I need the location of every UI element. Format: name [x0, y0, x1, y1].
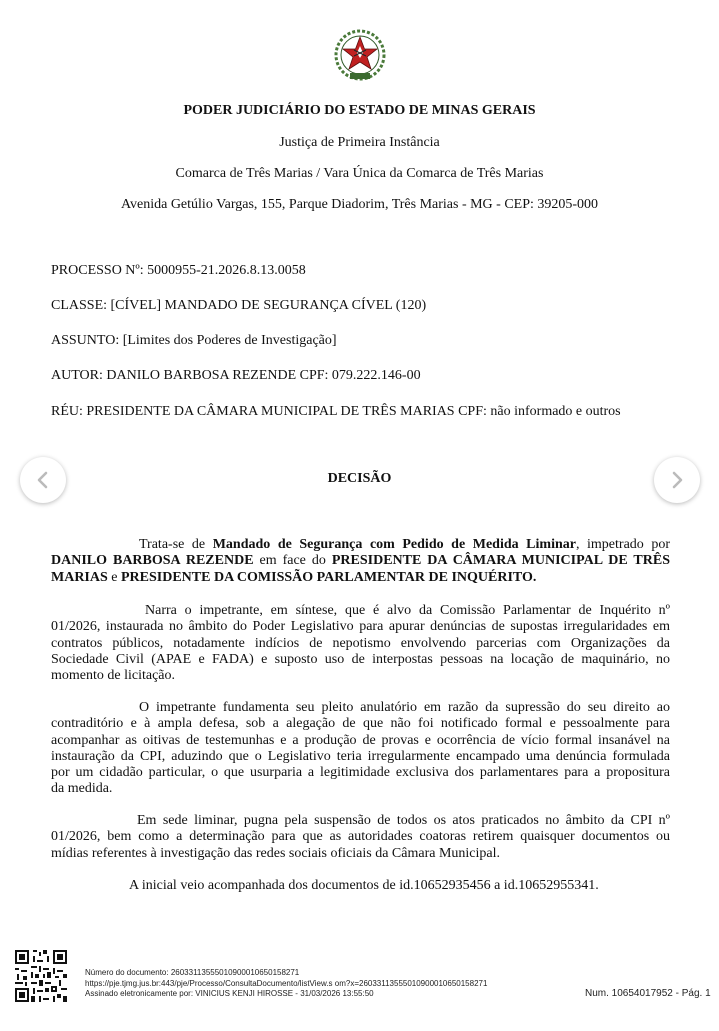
classe-field: CLASSE: [CÍVEL] MANDADO DE SEGURANÇA CÍVEL (120) [51, 298, 427, 313]
paragraph-4 [51, 813, 670, 862]
paragraph-line: contratos públicos, notadamente indícios de nepotismo envolvendo parcerias com Organizações da [51, 635, 670, 651]
page-number: Num. 10654017952 - Pág. 1 [585, 988, 711, 999]
paragraph-line: Narra o impetrante, em síntese, que é alvo da Comissão Parlamentar de Inquérito nº [145, 603, 670, 618]
brasao-minas-gerais-icon [332, 28, 388, 84]
paragraph-2 [51, 603, 670, 684]
chevron-right-icon [667, 470, 687, 490]
paragraph-line: MARIAS e PRESIDENTE DA COMISSÃO PARLAMENTAR DE INQUÉRITO. [51, 569, 537, 585]
court-name: PODER JUDICIÁRIO DO ESTADO DE MINAS GERAIS [183, 103, 536, 118]
paragraph-line: Sociedade Civil (APAE e FADA) e suposto uso de interpostas pessoas na locação de maquinário, no [51, 651, 670, 667]
decision-title: DECISÃO [327, 471, 392, 486]
reu-field: RÉU: PRESIDENTE DA CÂMARA MUNICIPAL DE TRÊS MARIAS CPF: não informado e outros [51, 404, 621, 419]
court-comarca: Comarca de Três Marias / Vara Única da Comarca de Três Marias [175, 166, 544, 181]
paragraph-line: Trata-se de Mandado de Segurança com Pedido de Medida Liminar, impetrado por [139, 537, 671, 552]
document-url[interactable]: https://pje.tjmg.jus.br:443/pje/Processo/ConsultaDocumento/listView.s om?x=26033113555010900010650158271 [85, 978, 488, 988]
paragraph-line: momento de licitação. [51, 668, 176, 684]
paragraph-1 [51, 537, 670, 586]
paragraph-3 [51, 700, 670, 798]
next-page-button[interactable] [654, 457, 700, 503]
paragraph-5 [51, 878, 670, 894]
qr-code-icon [13, 948, 69, 1004]
paragraph-line: Em sede liminar, pugna pela suspensão de todos os atos praticados no âmbito da CPI nº [137, 813, 670, 828]
paragraph-line: contraditório e à ampla defesa, sob a alegação de que não foi notificado formal e pessoalmente para [51, 716, 670, 732]
document-metadata [85, 968, 487, 1000]
autor-field: AUTOR: DANILO BARBOSA REZENDE CPF: 079.222.146-00 [51, 368, 421, 383]
court-instance: Justiça de Primeira Instância [279, 135, 440, 150]
paragraph-line: da medida. [51, 781, 113, 797]
paragraph-line: 01/2026, instaurada no âmbito do Poder Legislativo para apurar denúncias de supostas irregularidades em [51, 619, 670, 635]
paragraph-line: instauração da CPI, aduzindo que o Legislativo teria irregularmente encampado uma denúncia formulada [51, 748, 670, 764]
assunto-field: ASSUNTO: [Limites dos Poderes de Investigação] [51, 333, 337, 348]
previous-page-button[interactable] [20, 457, 66, 503]
electronic-signature: Assinado eletronicamente por: VINICIUS KENJI HIROSSE - 31/03/2026 13:55:50 [85, 989, 374, 998]
paragraph-line: mídias referentes à investigação das redes sociais oficiais da Câmara Municipal. [51, 845, 500, 861]
processo-field: PROCESSO Nº: 5000955-21.2026.8.13.0058 [51, 263, 306, 278]
document-number: Número do documento: 26033113555010900010650158271 [85, 968, 300, 977]
paragraph-line: por um cidadão particular, o que usurparia a legitimidade exclusiva dos parlamentares para a propositura [51, 765, 670, 781]
paragraph-line: 01/2026, bem como a determinação para que as autoridades coatoras retirem quaisquer documentos ou [51, 829, 670, 845]
chevron-left-icon [33, 470, 53, 490]
paragraph-line: A inicial veio acompanhada dos documentos de id.10652935456 a id.10652955341. [129, 878, 599, 893]
paragraph-line: DANILO BARBOSA REZENDE em face do PRESIDENTE DA CÂMARA MUNICIPAL DE TRÊS [51, 553, 670, 569]
paragraph-line: acompanhar as oitivas de testemunhas e a produção de provas e ocorrência de vício formal insanável na [51, 732, 670, 748]
paragraph-line: O impetrante fundamenta seu pleito anulatório em razão da supressão do seu direito ao [139, 700, 670, 715]
court-address: Avenida Getúlio Vargas, 155, Parque Diadorim, Três Marias - MG - CEP: 39205-000 [120, 197, 599, 212]
